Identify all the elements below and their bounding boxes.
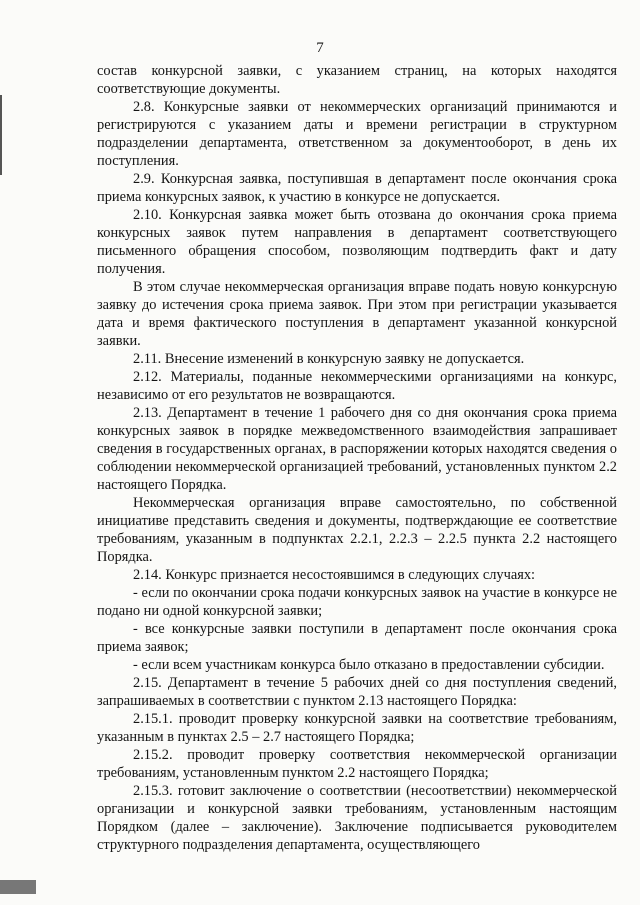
paragraph: 2.8. Конкурсные заявки от некоммерческих организаций принимаются и регистрируются с указанием даты и времени регистрации в структурном подразделении департамента, ответственном за документооборот, в день их поступления. — [97, 99, 617, 169]
paragraph: 2.15.2. проводит проверку соответствия некоммерческой организации требованиям, установленным пунктом 2.2 настоящего Порядка; — [97, 747, 617, 781]
paragraph: состав конкурсной заявки, с указанием страниц, на которых находятся соответствующие документы. — [97, 63, 617, 97]
paragraph: 2.13. Департамент в течение 1 рабочего дня со дня окончания срока приема конкурсных заявок в порядке межведомственного взаимодействия запрашивает сведения в государственных органах, в распоряжении которых находятся сведения о соблюдении некоммерческой организацией требований, установленных пунктом 2.2 настоящего Порядка. — [97, 405, 617, 493]
paragraph: 2.15. Департамент в течение 5 рабочих дней со дня поступления сведений, запрашиваемых в соответствии с пунктом 2.13 настоящего Порядка: — [97, 675, 617, 709]
document-body — [97, 62, 617, 854]
list-item: - если всем участникам конкурса было отказано в предоставлении субсидии. — [133, 657, 605, 673]
page-number: 7 — [316, 40, 324, 56]
paragraph: В этом случае некоммерческая организация вправе подать новую конкурсную заявку до истечения срока приема заявок. При этом при регистрации указывается дата и время фактического поступления в департамент указанной конкурсной заявки. — [97, 279, 617, 349]
scan-edge-mark-bottom — [0, 880, 36, 894]
paragraph: 2.15.3. готовит заключение о соответствии (несоответствии) некоммерческой организации и конкурсной заявки требованиям, установленным настоящим Порядком (далее – заключение). Заключение подписывается руководителем структурного подразделения департамента, осуществляющего — [97, 783, 617, 853]
paragraph: 2.14. Конкурс признается несостоявшимся в следующих случаях: — [133, 567, 536, 583]
paragraph: 2.11. Внесение изменений в конкурсную заявку не допускается. — [133, 351, 525, 367]
paragraph: 2.12. Материалы, поданные некоммерческими организациями на конкурс, независимо от его результатов не возвращаются. — [97, 369, 617, 403]
paragraph: 2.15.1. проводит проверку конкурсной заявки на соответствие требованиям, указанным в пунктах 2.5 – 2.7 настоящего Порядка; — [97, 711, 617, 745]
paragraph: 2.9. Конкурсная заявка, поступившая в департамент после окончания срока приема конкурсных заявок, к участию в конкурсе не допускается. — [97, 171, 617, 205]
list-item: - если по окончании срока подачи конкурсных заявок на участие в конкурсе не подано ни одной конкурсной заявки; — [97, 585, 617, 619]
list-item: - все конкурсные заявки поступили в департамент после окончания срока приема заявок; — [97, 621, 617, 655]
paragraph: 2.10. Конкурсная заявка может быть отозвана до окончания срока приема конкурсных заявок путем направления в департамент соответствующего письменного обращения способом, позволяющим подтвердить факт и дату получения. — [97, 207, 617, 277]
paragraph: Некоммерческая организация вправе самостоятельно, по собственной инициативе представить сведения и документы, подтверждающие ее соответствие требованиям, указанным в подпунктах 2.2.1, 2.2.3 – 2.2.5 пункта 2.2 настоящего Порядка. — [97, 495, 617, 565]
scan-edge-mark — [0, 95, 2, 175]
